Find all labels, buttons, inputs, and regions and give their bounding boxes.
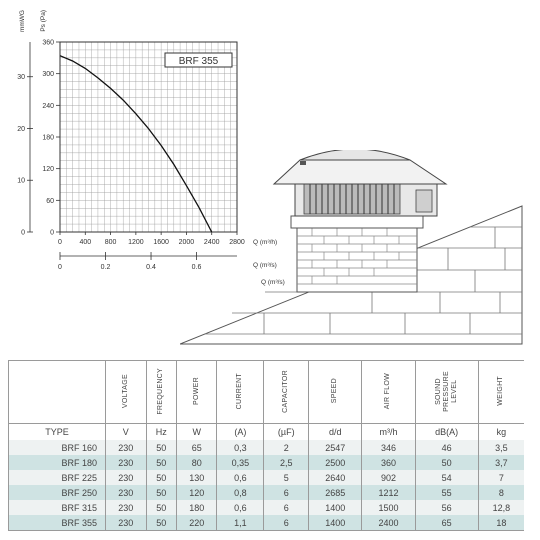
x-tick-label-m3h: 1200: [128, 239, 144, 246]
chart-title: BRF 355: [178, 56, 219, 67]
y-tick-label-mmwg: 0: [21, 229, 25, 237]
y-tick-label-pa: 0: [50, 229, 54, 237]
y-tick-label-pa: 120: [42, 166, 54, 174]
header-label: POWER: [192, 377, 200, 405]
value-cell: 6: [264, 485, 309, 500]
fan-illustration: [180, 150, 525, 350]
header-sound-pressure-level: [415, 361, 478, 424]
spec-table: [8, 360, 524, 531]
y-tick-label-pa: 180: [42, 134, 54, 142]
x-label-m3h: Q (m³/h): [253, 239, 278, 246]
header-voltage: [106, 361, 147, 424]
y-tick-label-mmwg: 10: [17, 177, 25, 185]
y-label-mmwg: mmWG: [19, 10, 26, 33]
header-unit: m³/h: [362, 424, 415, 441]
header-weight: [478, 361, 524, 424]
value-cell: 65: [415, 515, 478, 531]
type-cell: BRF 355: [9, 515, 106, 531]
value-cell: 1500: [362, 500, 415, 515]
x-label-m3s: Q (m³/s): [253, 262, 277, 269]
value-cell: 0,35: [217, 455, 264, 470]
value-cell: 220: [176, 515, 217, 531]
y-tick-label-pa: 240: [42, 102, 54, 110]
header-label: WEIGHT: [497, 376, 505, 406]
x-tick-label-m3s: 0.6: [191, 264, 202, 271]
value-cell: 2,5: [264, 455, 309, 470]
value-cell: 180: [176, 500, 217, 515]
value-cell: 1400: [309, 515, 362, 531]
type-cell: BRF 315: [9, 500, 106, 515]
value-cell: 346: [362, 440, 415, 455]
value-cell: 5: [264, 470, 309, 485]
type-cell: BRF 250: [9, 485, 106, 500]
header-label: SOUND PRESSURE LEVEL: [434, 370, 458, 412]
x-tick-label-m3h: 0: [58, 239, 62, 246]
value-cell: 230: [106, 500, 147, 515]
value-cell: 0,8: [217, 485, 264, 500]
table-row: [9, 515, 525, 531]
header-unit: d/d: [309, 424, 362, 441]
value-cell: 2400: [362, 515, 415, 531]
value-cell: 7: [498, 472, 504, 483]
x-label-m3s-2: Q (m³/s): [261, 279, 285, 286]
value-cell: 3,7: [495, 457, 508, 468]
value-cell: 55: [415, 485, 478, 500]
value-cell: 0,3: [217, 440, 264, 455]
type-cell: BRF 180: [9, 455, 106, 470]
table-row: [9, 500, 525, 515]
value-cell: 2500: [309, 455, 362, 470]
header-current: [217, 361, 264, 424]
chimney: [291, 216, 423, 292]
value-cell: 1212: [362, 485, 415, 500]
value-cell: 6: [264, 500, 309, 515]
value-cell: 50: [146, 485, 176, 500]
header-unit: Hz: [146, 424, 176, 441]
header-label: VOLTAGE: [121, 373, 129, 409]
value-cell: 230: [106, 485, 147, 500]
header-label: CURRENT: [236, 372, 244, 410]
table-row: [9, 455, 525, 470]
y-label-pa: Ps (Pa): [40, 10, 47, 32]
y-tick-label-mmwg: 30: [17, 74, 25, 82]
header-air-flow: [362, 361, 415, 424]
value-cell: 230: [106, 470, 147, 485]
value-cell: 2: [264, 440, 309, 455]
y-tick-label-pa: 60: [46, 197, 54, 205]
table-row: [9, 470, 525, 485]
x-tick-label-m3h: 400: [79, 239, 92, 246]
value-cell: 230: [106, 515, 147, 531]
y-tick-label-pa: 300: [42, 71, 54, 79]
x-tick-label-m3h: 2000: [178, 239, 195, 246]
header-capacitor: [264, 361, 309, 424]
header-label: AIR FLOW: [384, 372, 392, 410]
x-tick-label-m3h: 800: [104, 239, 117, 246]
table-row: [9, 440, 525, 455]
value-cell: 3,5: [495, 442, 508, 453]
x-tick-label-m3h: 2400: [203, 239, 220, 246]
value-cell: 12,8: [492, 502, 511, 513]
header-unit: V: [106, 424, 147, 441]
value-cell: 50: [146, 440, 176, 455]
value-cell: 50: [146, 515, 176, 531]
header-label: CAPACITOR: [282, 369, 290, 413]
type-cell: BRF 225: [9, 470, 106, 485]
value-cell: 50: [146, 455, 176, 470]
value-cell: 0,6: [217, 470, 264, 485]
value-cell: 120: [176, 485, 217, 500]
header-unit: (A): [217, 424, 264, 441]
x-tick-label-m3h: 2800: [229, 239, 245, 246]
value-cell: 8: [498, 487, 504, 498]
value-cell: 2547: [309, 440, 362, 455]
value-cell: 50: [415, 455, 478, 470]
value-cell: 360: [362, 455, 415, 470]
value-cell: 50: [146, 470, 176, 485]
value-cell: 18: [496, 517, 507, 528]
value-cell: 2685: [309, 485, 362, 500]
header-label: FREQUENCY: [157, 367, 165, 415]
table-row: [9, 485, 525, 500]
header-frequency: [146, 361, 176, 424]
roof-fan: [274, 150, 446, 216]
y-tick-label-pa: 360: [42, 39, 54, 47]
value-cell: 54: [415, 470, 478, 485]
value-cell: 65: [176, 440, 217, 455]
header-type: TYPE: [9, 424, 106, 441]
x-tick-label-m3s: 0.2: [100, 264, 111, 271]
value-cell: 6: [264, 515, 309, 531]
header-unit: kg: [496, 427, 507, 437]
header-unit: (µF): [264, 424, 309, 441]
value-cell: 50: [146, 500, 176, 515]
value-cell: 56: [415, 500, 478, 515]
value-cell: 230: [106, 440, 147, 455]
x-tick-label-m3s: 0: [58, 264, 62, 271]
value-cell: 46: [415, 440, 478, 455]
header-label: SPEED: [331, 378, 339, 404]
value-cell: 80: [176, 455, 217, 470]
header-speed: [309, 361, 362, 424]
value-cell: 130: [176, 470, 217, 485]
header-unit: W: [176, 424, 217, 441]
y-tick-label-mmwg: 20: [17, 125, 25, 133]
x-tick-label-m3s: 0.4: [146, 264, 156, 271]
value-cell: 1,1: [217, 515, 264, 531]
header-row-units: [9, 424, 525, 441]
x-tick-label-m3h: 1600: [153, 239, 169, 246]
header-row-labels: [9, 361, 525, 424]
header-unit: dB(A): [415, 424, 478, 441]
spec-table-body: [9, 440, 525, 531]
value-cell: 2640: [309, 470, 362, 485]
value-cell: 1400: [309, 500, 362, 515]
type-cell: BRF 160: [9, 440, 106, 455]
value-cell: 230: [106, 455, 147, 470]
value-cell: 0,6: [217, 500, 264, 515]
header-power: [176, 361, 217, 424]
value-cell: 902: [362, 470, 415, 485]
header-type-cell: [9, 361, 106, 424]
